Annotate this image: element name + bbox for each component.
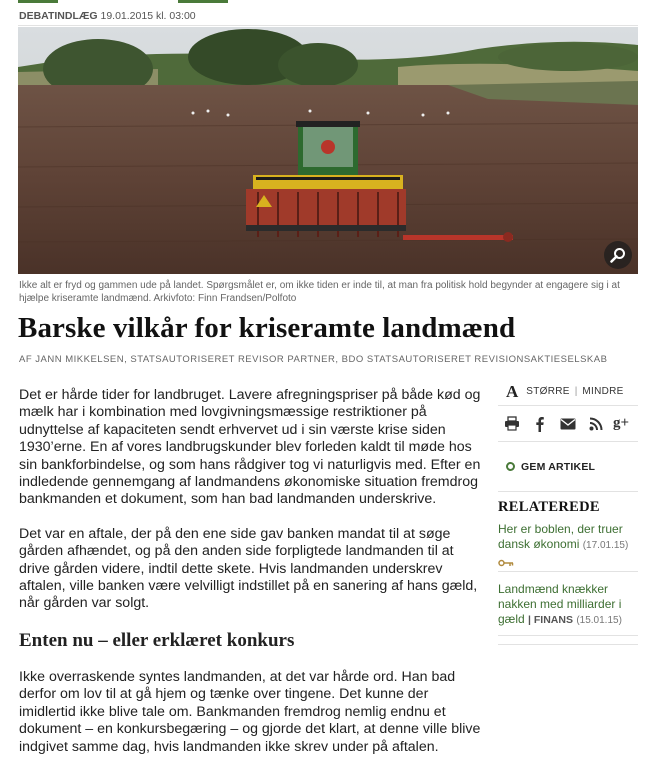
article-paragraph: Det er hårde tider for landbruget. Lavere afregningspriser på både kød og mælk har i kombination med lovgivningsmæssige restriktioner på udnyttelse af kapaciteten sendt erhvervet ud i sin værste krise siden 1930’erne. En af vores landbrugskunder blev forleden kaldt til møde hos sin bankforbindelse, og som hans rådgiver tog vi naturligvis med. Efter en indledende gennemgang af landmandens økonomiske situation fremdrog bankmanden et dokument, som han bad landmanden underskrive. [19, 387, 481, 508]
share-toolbar [498, 406, 638, 442]
related-heading: RELATEREDE [498, 499, 600, 515]
article-sidebar [498, 378, 638, 645]
rss-icon[interactable] [585, 413, 606, 434]
article-category[interactable]: DEBATINDLÆG [19, 10, 98, 22]
related-item[interactable] [498, 572, 638, 636]
top-nav-remnant [0, 0, 648, 4]
divider [498, 636, 638, 645]
article-subheading: Enten nu – eller erklæret konkurs [19, 629, 295, 651]
article-headline: Barske vilkår for kriseramte landmænd [18, 312, 516, 344]
article-datetime: 19.01.2015 kl. 03:00 [100, 10, 196, 22]
related-item-title[interactable]: Her er boblen, der truer dansk økonomi [498, 522, 623, 551]
font-size-controls: A STØRRE | MINDRE [498, 378, 638, 406]
magnifier-icon [610, 247, 626, 263]
article-body [19, 387, 481, 773]
save-article-label: GEM ARTIKEL [521, 460, 596, 473]
email-icon[interactable] [557, 413, 578, 434]
related-item[interactable] [498, 516, 638, 572]
font-larger-link[interactable]: STØRRE [526, 386, 570, 397]
article-paragraph: Det var en aftale, der på den ene side gav banken mandat til at søge gården afhændet, og på den anden side forpligtede landmanden til at drive gården videre, indtil dette skete. Hvis landmanden underskrev aftalen, ville banken være velvilligt indstillet på en sanering af hans gæld, når gården var solgt. [19, 525, 478, 612]
divider [18, 25, 638, 26]
google-plus-icon[interactable]: g+ [613, 415, 630, 431]
article-photo[interactable] [18, 27, 638, 274]
related-item-date: (17.01.15) [582, 540, 629, 551]
font-size-icon: A [506, 381, 519, 401]
related-item-section: | FINANS [528, 614, 573, 626]
tractor-field-image [18, 27, 638, 274]
save-article-button[interactable] [498, 442, 638, 492]
article-byline: AF JANN MIKKELSEN, STATSAUTORISERET REVISOR PARTNER, BDO STATSAUTORISERET REVISIONSAKTIESELSKAB [19, 354, 608, 365]
article-paragraph: Ikke overraskende syntes landmanden, at det var hårde ord. Han bad derfor om lov til at gå hjem og tænke over tingene. Det kunne der imidlertid ikke blive tale om. Bankmanden fremdrog nemlig endnu et dokument – en konkursbegæring – og gjorde det klart, at denne ville blive indgivet samme dag, hvis landmanden ikke skrev under på aftalen. [19, 668, 481, 755]
premium-key-icon [498, 556, 638, 564]
zoom-button[interactable] [604, 241, 632, 269]
photo-caption: Ikke alt er fryd og gammen ude på landet. Spørgsmålet er, om ikke tiden er inde til, at man fra politisk hold begynder at engagere sig i at hjælpe kriseramte landmænd. Arkivfoto: Finn Frandsen/Polfoto [19, 280, 620, 304]
font-smaller-link[interactable]: MINDRE [582, 386, 624, 397]
related-item-date: (15.01.15) [576, 615, 622, 626]
bookmark-circle-icon [506, 462, 515, 471]
facebook-icon[interactable] [529, 413, 550, 434]
article-meta [19, 10, 196, 22]
print-icon[interactable] [501, 413, 522, 434]
related-item-title[interactable]: Landmænd knækker nakken med milliarder i gæld [498, 582, 622, 626]
